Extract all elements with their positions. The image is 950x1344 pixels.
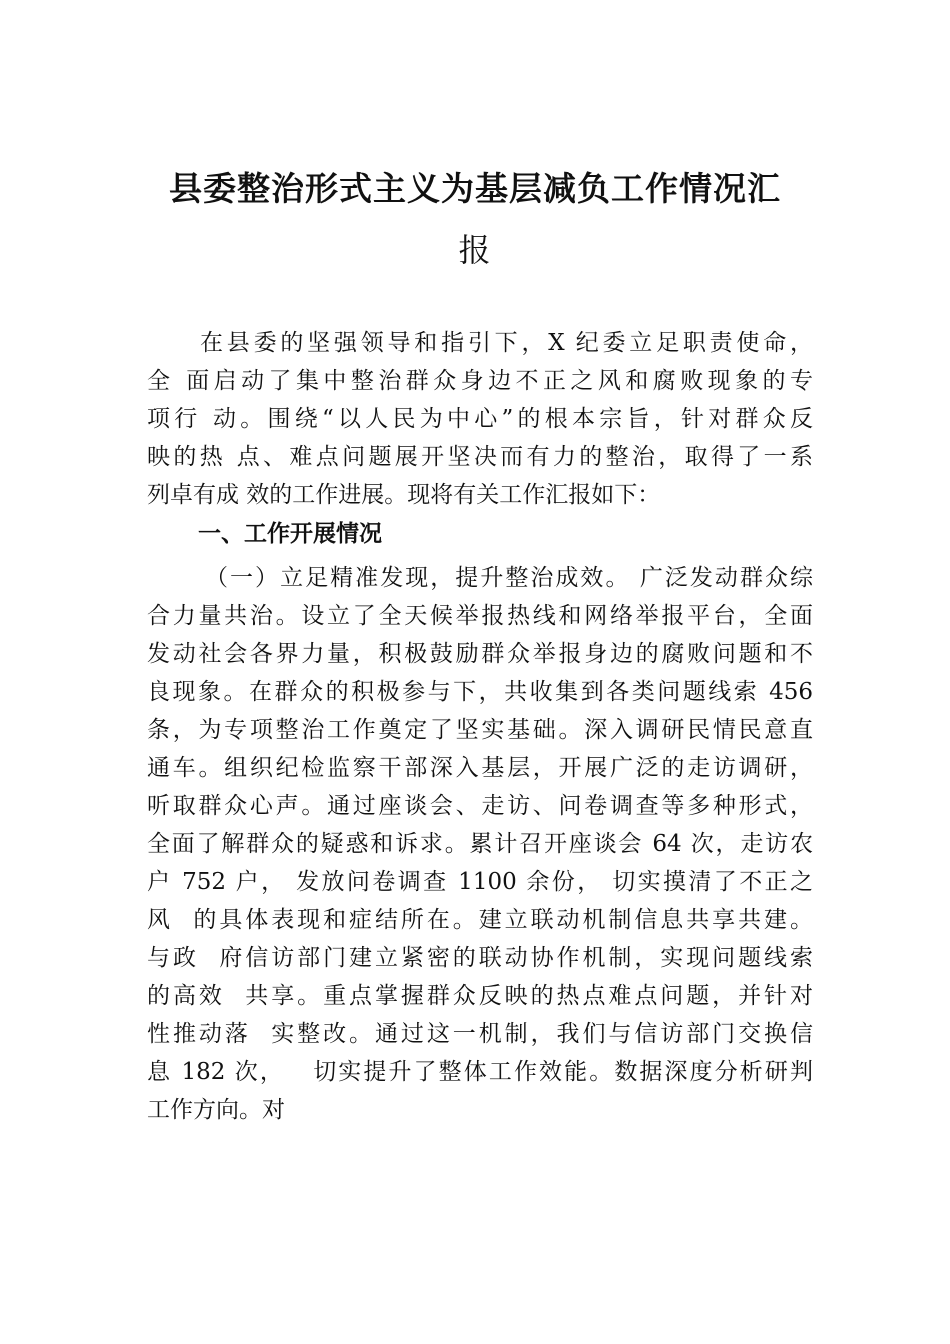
intro-paragraph-line: 全 面启动了集中整治群众身边不正之风和腐败现象的专 [147,368,813,394]
body-paragraph-line: 听取群众心声。通过座谈会、走访、问卷调查等多种形式， [147,793,813,819]
document-title-line-2: 报 [458,231,492,269]
intro-paragraph-line: 列卓有成 效的工作进展。现将有关工作汇报如下： [147,482,661,508]
document-title-line-1: 县委整治形式主义为基层减负工作情况汇 [169,169,781,208]
intro-paragraph-line: 在县委的坚强领导和指引下，X 纪委立足职责使命， [200,330,813,356]
body-paragraph-line: 风 的具体表现和症结所在。建立联动机制信息共享共建。 [147,907,813,933]
body-paragraph-line: 条，为专项整治工作奠定了坚实基础。深入调研民情民意直 [147,717,813,743]
body-paragraph-line: 全面了解群众的疑惑和诉求。累计召开座谈会 64 次，走访农 [147,831,813,857]
body-paragraph-line: 工作方向。对 [147,1097,285,1123]
body-paragraph-line: 发动社会各界力量，积极鼓励群众举报身边的腐败问题和不 [147,641,813,667]
body-paragraph-line: 户 752 户， 发放问卷调查 1100 余份， 切实摸清了不正之 [147,869,813,895]
body-paragraph-line: 合力量共治。设立了全天候举报热线和网络举报平台，全面 [147,603,813,629]
intro-paragraph-line: 项行 动。围绕“以人民为中心”的根本宗旨，针对群众反 [147,406,813,432]
body-paragraph-line: 通车。组织纪检监察干部深入基层，开展广泛的走访调研， [147,755,813,781]
body-paragraph-line: 性推动落 实整改。通过这一机制，我们与信访部门交换信 [147,1021,813,1047]
section-heading: 一、工作开展情况 [198,521,382,547]
body-paragraph-line: 良现象。在群众的积极参与下，共收集到各类问题线索 456 [147,679,813,705]
intro-paragraph-line: 映的热 点、难点问题展开坚决而有力的整治，取得了一系 [147,444,813,470]
body-paragraph-line: （一）立足精准发现，提升整治成效。 广泛发动群众综 [205,565,813,591]
body-paragraph-line: 息 182 次， 切实提升了整体工作效能。数据深度分析研判 [147,1059,813,1085]
body-paragraph-line: 与政 府信访部门建立紧密的联动协作机制，实现问题线索 [147,945,813,971]
body-paragraph-line: 的高效 共享。重点掌握群众反映的热点难点问题，并针对 [147,983,813,1009]
